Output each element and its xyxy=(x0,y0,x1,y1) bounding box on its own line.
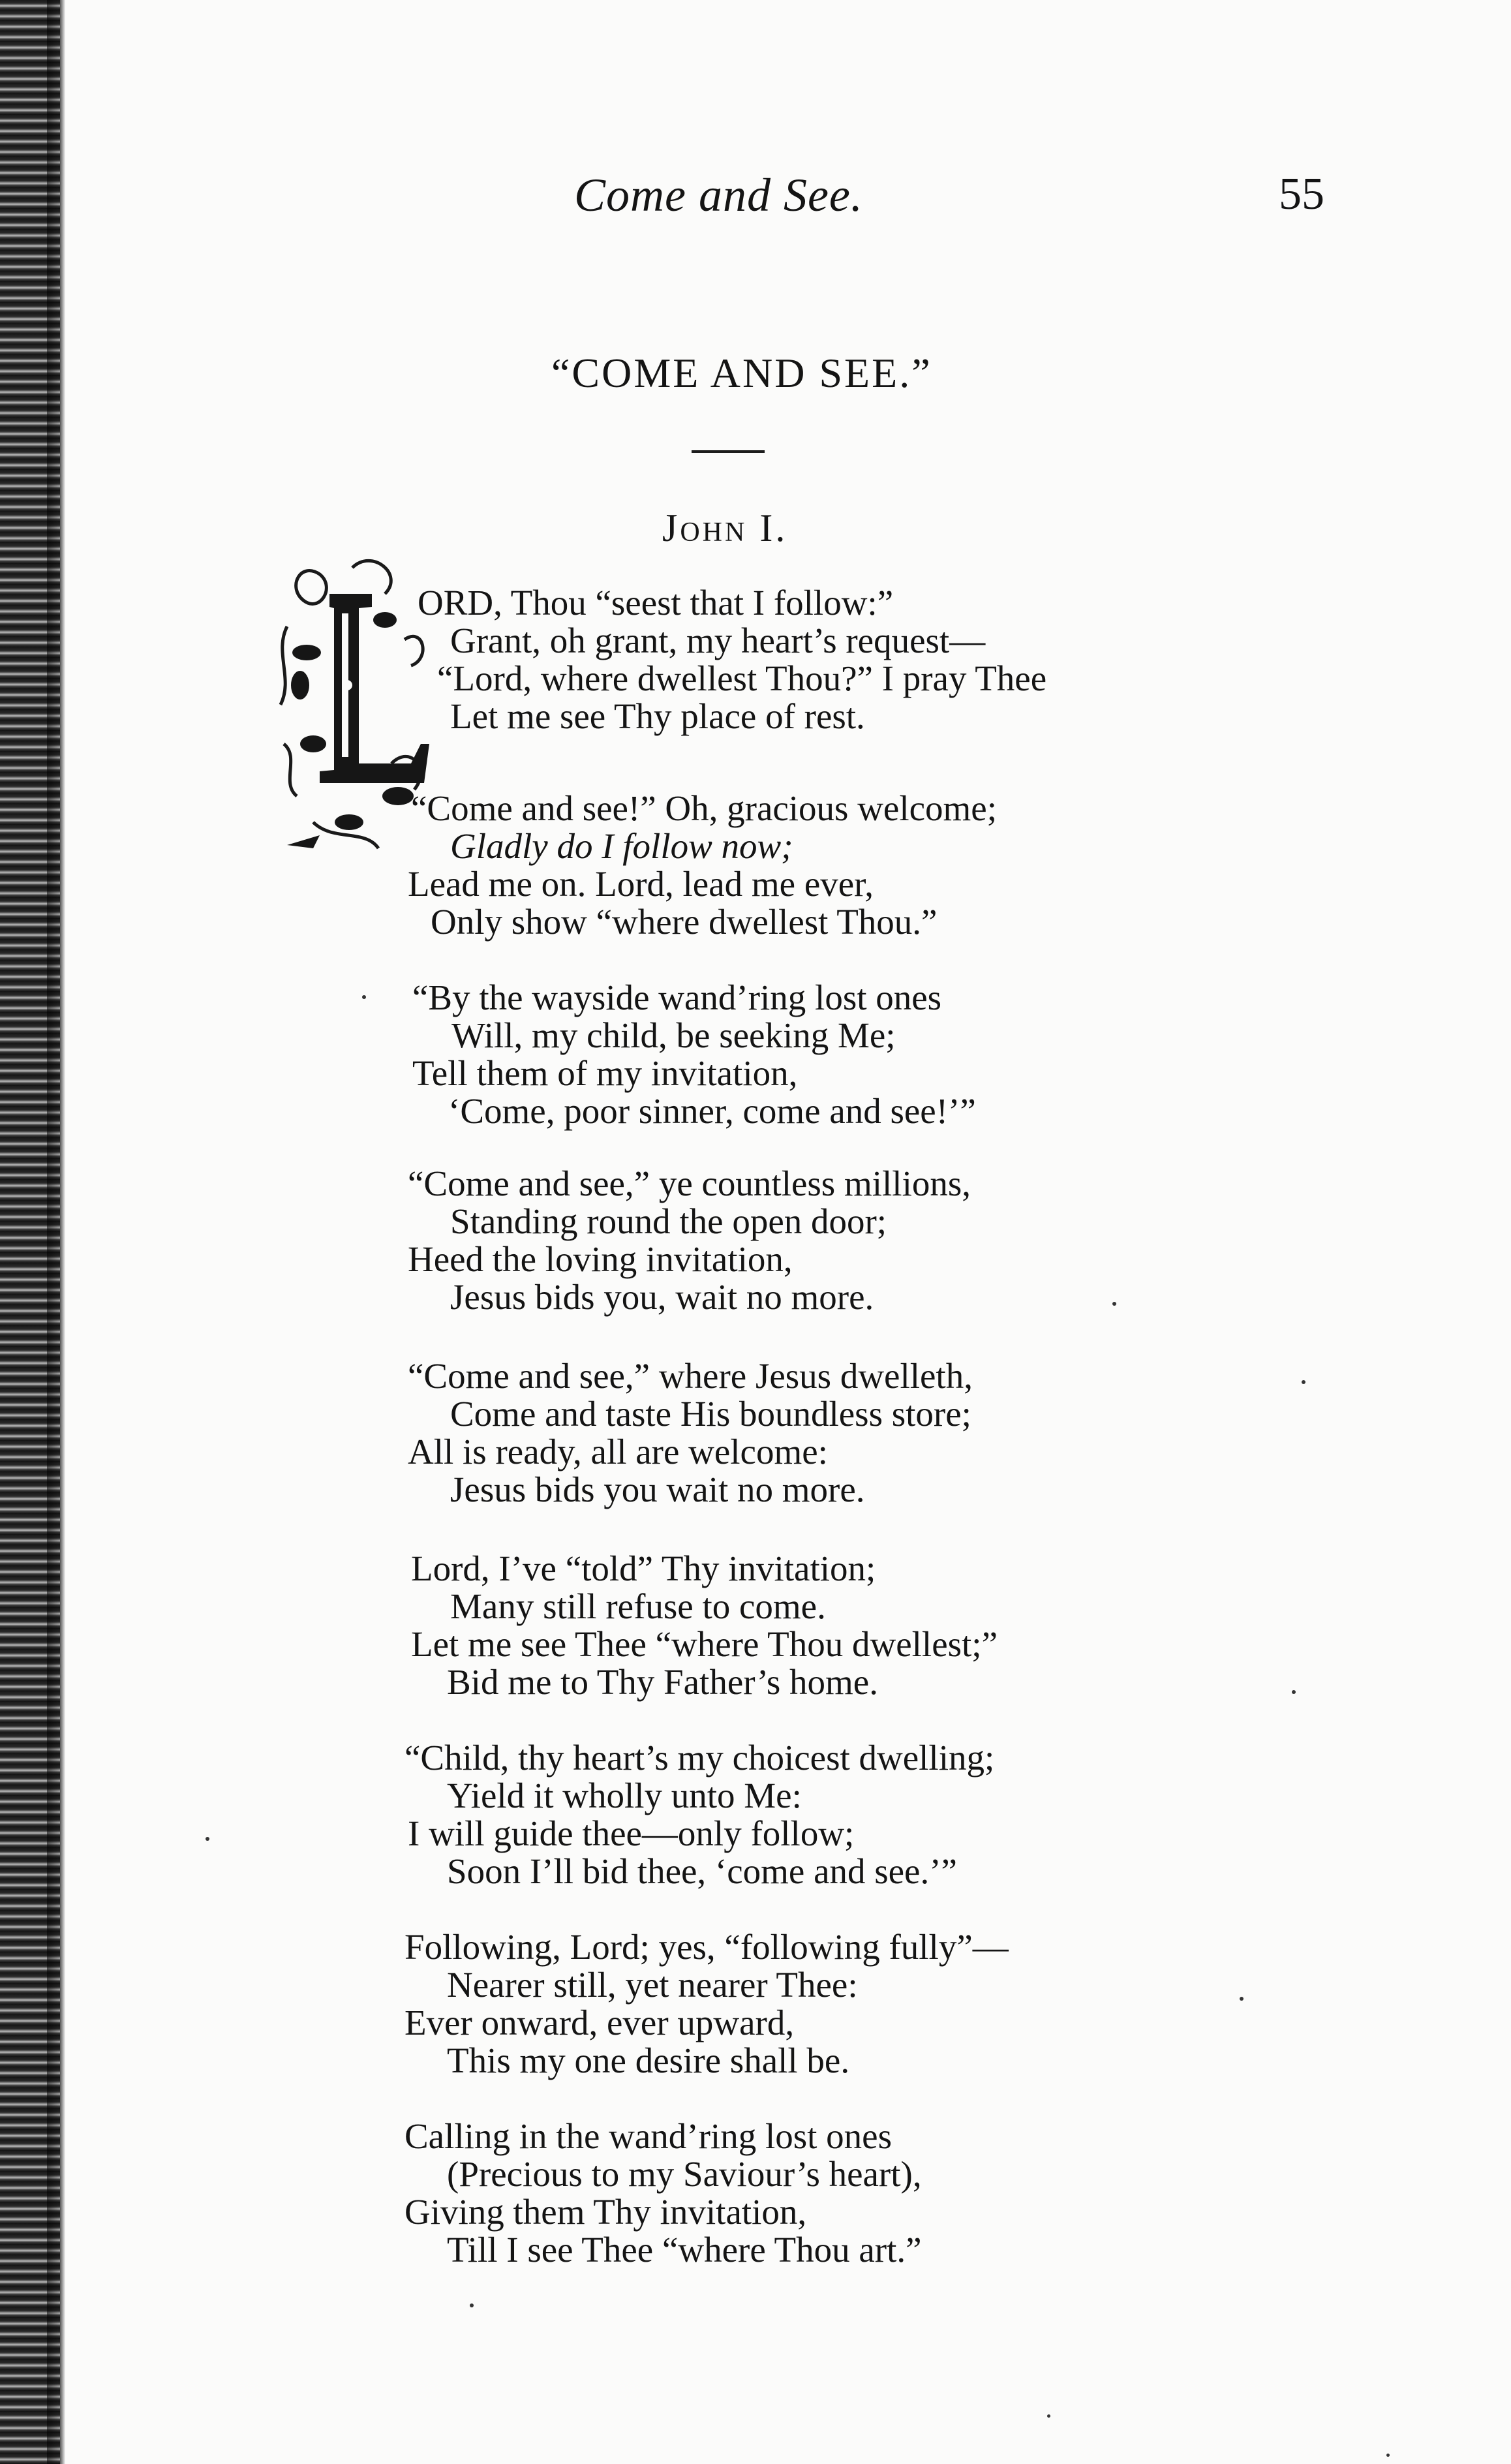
poem-line: Will, my child, be seeking Me; xyxy=(451,1015,896,1055)
poem-line: All is ready, all are welcome: xyxy=(408,1432,828,1471)
poem-line: Till I see Thee “where Thou art.” xyxy=(447,2230,922,2270)
poem-line: ‘Come, poor sinner, come and see!’” xyxy=(448,1091,976,1131)
poem-line: Ever onward, ever upward, xyxy=(404,2003,795,2042)
print-speck xyxy=(1112,1302,1116,1306)
poem-line: Jesus bids you, wait no more. xyxy=(450,1277,874,1317)
stanza-3 xyxy=(412,979,1163,1130)
poem-line: Lord, I’ve “told” Thy invitation; xyxy=(411,1548,876,1588)
poem-line: This my one desire shall be. xyxy=(447,2041,850,2080)
poem-line: Soon I’ll bid thee, ‘come and see.’” xyxy=(447,1851,957,1891)
poem-line: I will guide thee—only follow; xyxy=(408,1813,855,1853)
poem-line: Standing round the open door; xyxy=(450,1201,887,1241)
poem-line: “Child, thy heart’s my choicest dwelling; xyxy=(404,1738,995,1778)
poem-line: Jesus bids you wait no more. xyxy=(450,1470,865,1509)
poem-line: “By the wayside wand’ring lost ones xyxy=(412,978,942,1017)
poem-line: ORD, Thou “seest that I follow:” xyxy=(418,583,894,623)
print-speck xyxy=(206,1837,209,1841)
poem-line: (Precious to my Saviour’s heart), xyxy=(447,2154,922,2194)
poem-line: “Come and see!” Oh, gracious welcome; xyxy=(411,788,997,828)
print-speck xyxy=(1386,2454,1390,2457)
stanza-1 xyxy=(418,584,1168,735)
print-speck xyxy=(362,995,366,999)
poem-line: Following, Lord; yes, “following fully”— xyxy=(404,1927,1009,1967)
poem-line: Bid me to Thy Father’s home. xyxy=(447,1662,878,1702)
stanza-8 xyxy=(404,1928,1155,2080)
title-rule xyxy=(692,450,765,453)
poem-line: Giving them Thy invitation, xyxy=(404,2192,807,2232)
poem-line: Nearer still, yet nearer Thee: xyxy=(447,1965,858,2005)
stanza-5 xyxy=(408,1357,1158,1509)
poem-line: Calling in the wand’ring lost ones xyxy=(404,2116,892,2156)
poem-line: “Lord, where dwellest Thou?” I pray Thee xyxy=(437,658,1047,698)
print-speck xyxy=(1302,1380,1305,1384)
print-speck xyxy=(1292,1690,1296,1694)
poem-line: “Come and see,” where Jesus dwelleth, xyxy=(408,1356,973,1396)
poem-line: Heed the loving invitation, xyxy=(408,1239,793,1279)
poem-line: Come and taste His boundless store; xyxy=(450,1394,971,1434)
stanza-4 xyxy=(408,1165,1158,1316)
binding-shadow xyxy=(60,0,65,2464)
stanza-7 xyxy=(404,1739,1155,1890)
stanza-6 xyxy=(411,1550,1161,1701)
page-number: 55 xyxy=(1279,169,1324,219)
print-speck xyxy=(470,2303,474,2307)
stanza-2 xyxy=(408,790,1158,941)
poem-line: Gladly do I follow now; xyxy=(450,826,793,866)
poem-line: Let me see Thee “where Thou dwellest;” xyxy=(411,1624,998,1664)
poem-line: Let me see Thy place of rest. xyxy=(450,696,865,736)
running-head: Come and See. xyxy=(574,169,863,221)
poem-line: Yield it wholly unto Me: xyxy=(447,1776,802,1815)
page-binding-edge xyxy=(0,0,60,2464)
print-speck xyxy=(1047,2414,1050,2418)
poem-line: “Come and see,” ye countless millions, xyxy=(408,1163,971,1203)
print-speck xyxy=(1240,1997,1244,2001)
poem-subtitle: John I. xyxy=(662,506,788,549)
poem-line: Tell them of my invitation, xyxy=(412,1053,798,1093)
poem-title: “COME AND SEE.” xyxy=(551,350,932,396)
stanza-9 xyxy=(404,2118,1155,2269)
poem-line: Only show “where dwellest Thou.” xyxy=(431,902,938,942)
poem-line: Grant, oh grant, my heart’s request— xyxy=(450,621,986,660)
poem-line: Many still refuse to come. xyxy=(450,1586,826,1626)
poem-line: Lead me on. Lord, lead me ever, xyxy=(408,864,874,904)
